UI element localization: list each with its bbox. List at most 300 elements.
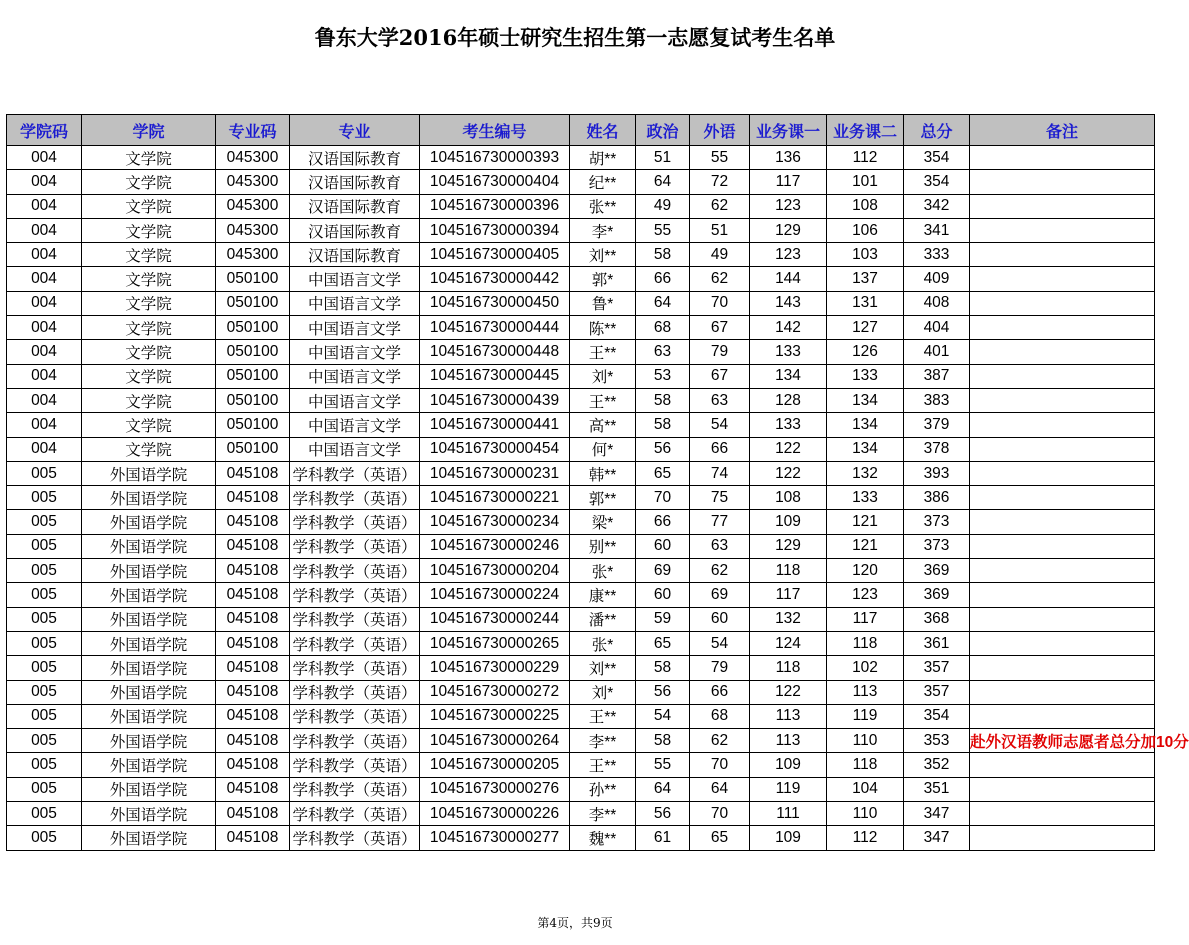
cell-total-score: 354 bbox=[904, 704, 970, 728]
table-row bbox=[7, 510, 1155, 534]
cell-total-score: 369 bbox=[904, 559, 970, 583]
cell-major-code: 045108 bbox=[216, 777, 290, 801]
cell-remarks bbox=[970, 680, 1155, 704]
cell-foreign-language: 70 bbox=[690, 802, 750, 826]
cell-college-code: 005 bbox=[7, 486, 82, 510]
cell-candidate-id: 104516730000234 bbox=[420, 510, 570, 534]
table-row bbox=[7, 704, 1155, 728]
cell-total-score: 347 bbox=[904, 802, 970, 826]
cell-subject-two: 132 bbox=[827, 461, 904, 485]
cell-major-code: 045108 bbox=[216, 583, 290, 607]
column-header-total-score: 总分 bbox=[904, 115, 970, 146]
cell-politics: 59 bbox=[636, 607, 690, 631]
cell-major: 学科教学（英语） bbox=[290, 729, 420, 753]
cell-politics: 49 bbox=[636, 194, 690, 218]
cell-subject-one: 122 bbox=[750, 437, 827, 461]
cell-name: 刘** bbox=[570, 243, 636, 267]
cell-major-code: 050100 bbox=[216, 291, 290, 315]
cell-remarks bbox=[970, 413, 1155, 437]
cell-subject-one: 118 bbox=[750, 656, 827, 680]
cell-subject-two: 108 bbox=[827, 194, 904, 218]
cell-subject-one: 109 bbox=[750, 753, 827, 777]
cell-major-code: 045108 bbox=[216, 753, 290, 777]
cell-remarks bbox=[970, 243, 1155, 267]
cell-foreign-language: 70 bbox=[690, 753, 750, 777]
cell-college-code: 005 bbox=[7, 607, 82, 631]
cell-name: 韩** bbox=[570, 461, 636, 485]
cell-major-code: 045300 bbox=[216, 194, 290, 218]
cell-candidate-id: 104516730000439 bbox=[420, 388, 570, 412]
cell-foreign-language: 77 bbox=[690, 510, 750, 534]
table-row bbox=[7, 413, 1155, 437]
cell-college-code: 004 bbox=[7, 413, 82, 437]
cell-politics: 65 bbox=[636, 631, 690, 655]
cell-politics: 60 bbox=[636, 534, 690, 558]
cell-name: 王** bbox=[570, 704, 636, 728]
cell-subject-one: 122 bbox=[750, 461, 827, 485]
cell-major: 汉语国际教育 bbox=[290, 218, 420, 242]
cell-subject-two: 134 bbox=[827, 413, 904, 437]
cell-college-code: 004 bbox=[7, 194, 82, 218]
cell-subject-two: 137 bbox=[827, 267, 904, 291]
cell-foreign-language: 65 bbox=[690, 826, 750, 850]
cell-foreign-language: 66 bbox=[690, 680, 750, 704]
cell-subject-one: 119 bbox=[750, 777, 827, 801]
cell-major-code: 045108 bbox=[216, 729, 290, 753]
table-row bbox=[7, 802, 1155, 826]
table-row bbox=[7, 437, 1155, 461]
cell-major-code: 050100 bbox=[216, 340, 290, 364]
cell-name: 王** bbox=[570, 388, 636, 412]
cell-total-score: 383 bbox=[904, 388, 970, 412]
table-row bbox=[7, 340, 1155, 364]
table-row bbox=[7, 364, 1155, 388]
cell-college: 外国语学院 bbox=[82, 777, 216, 801]
cell-total-score: 409 bbox=[904, 267, 970, 291]
column-header-major: 专业 bbox=[290, 115, 420, 146]
cell-college-code: 005 bbox=[7, 777, 82, 801]
cell-name: 李** bbox=[570, 802, 636, 826]
cell-major: 中国语言文学 bbox=[290, 388, 420, 412]
cell-candidate-id: 104516730000229 bbox=[420, 656, 570, 680]
cell-candidate-id: 104516730000404 bbox=[420, 170, 570, 194]
cell-politics: 55 bbox=[636, 218, 690, 242]
cell-foreign-language: 62 bbox=[690, 194, 750, 218]
cell-remarks bbox=[970, 559, 1155, 583]
table-row bbox=[7, 559, 1155, 583]
cell-subject-two: 120 bbox=[827, 559, 904, 583]
cell-foreign-language: 62 bbox=[690, 559, 750, 583]
cell-politics: 66 bbox=[636, 267, 690, 291]
cell-college: 文学院 bbox=[82, 364, 216, 388]
cell-major-code: 045108 bbox=[216, 826, 290, 850]
cell-candidate-id: 104516730000246 bbox=[420, 534, 570, 558]
cell-politics: 53 bbox=[636, 364, 690, 388]
cell-subject-one: 117 bbox=[750, 170, 827, 194]
cell-college-code: 004 bbox=[7, 388, 82, 412]
cell-subject-one: 111 bbox=[750, 802, 827, 826]
cell-total-score: 369 bbox=[904, 583, 970, 607]
cell-name: 孙** bbox=[570, 777, 636, 801]
cell-major-code: 045108 bbox=[216, 631, 290, 655]
cell-candidate-id: 104516730000277 bbox=[420, 826, 570, 850]
column-header-subject-two: 业务课二 bbox=[827, 115, 904, 146]
cell-politics: 61 bbox=[636, 826, 690, 850]
cell-college: 外国语学院 bbox=[82, 753, 216, 777]
cell-college-code: 005 bbox=[7, 802, 82, 826]
cell-name: 李** bbox=[570, 729, 636, 753]
cell-subject-one: 129 bbox=[750, 218, 827, 242]
cell-foreign-language: 63 bbox=[690, 388, 750, 412]
cell-total-score: 401 bbox=[904, 340, 970, 364]
cell-candidate-id: 104516730000226 bbox=[420, 802, 570, 826]
cell-major-code: 050100 bbox=[216, 388, 290, 412]
cell-foreign-language: 66 bbox=[690, 437, 750, 461]
table-row bbox=[7, 656, 1155, 680]
cell-college: 外国语学院 bbox=[82, 680, 216, 704]
cell-foreign-language: 64 bbox=[690, 777, 750, 801]
table-row bbox=[7, 486, 1155, 510]
table-row bbox=[7, 316, 1155, 340]
cell-subject-one: 113 bbox=[750, 704, 827, 728]
cell-subject-two: 123 bbox=[827, 583, 904, 607]
cell-foreign-language: 67 bbox=[690, 364, 750, 388]
cell-candidate-id: 104516730000272 bbox=[420, 680, 570, 704]
cell-college: 外国语学院 bbox=[82, 704, 216, 728]
cell-foreign-language: 67 bbox=[690, 316, 750, 340]
cell-total-score: 341 bbox=[904, 218, 970, 242]
cell-major: 学科教学（英语） bbox=[290, 583, 420, 607]
cell-foreign-language: 79 bbox=[690, 340, 750, 364]
cell-politics: 63 bbox=[636, 340, 690, 364]
cell-total-score: 408 bbox=[904, 291, 970, 315]
table-row bbox=[7, 170, 1155, 194]
candidate-table bbox=[6, 114, 1189, 851]
cell-college: 外国语学院 bbox=[82, 802, 216, 826]
cell-foreign-language: 72 bbox=[690, 170, 750, 194]
cell-major: 学科教学（英语） bbox=[290, 753, 420, 777]
cell-major: 汉语国际教育 bbox=[290, 146, 420, 170]
cell-subject-one: 118 bbox=[750, 559, 827, 583]
cell-name: 胡** bbox=[570, 146, 636, 170]
cell-politics: 58 bbox=[636, 729, 690, 753]
cell-name: 郭* bbox=[570, 267, 636, 291]
cell-remarks bbox=[970, 583, 1155, 607]
cell-subject-two: 110 bbox=[827, 729, 904, 753]
cell-total-score: 361 bbox=[904, 631, 970, 655]
cell-college-code: 005 bbox=[7, 510, 82, 534]
cell-college: 文学院 bbox=[82, 388, 216, 412]
table-row bbox=[7, 826, 1155, 850]
table-row bbox=[7, 218, 1155, 242]
cell-subject-two: 133 bbox=[827, 364, 904, 388]
cell-college: 文学院 bbox=[82, 170, 216, 194]
cell-major: 学科教学（英语） bbox=[290, 631, 420, 655]
cell-subject-two: 121 bbox=[827, 510, 904, 534]
cell-subject-two: 119 bbox=[827, 704, 904, 728]
cell-foreign-language: 79 bbox=[690, 656, 750, 680]
cell-college-code: 004 bbox=[7, 243, 82, 267]
cell-remarks bbox=[970, 388, 1155, 412]
cell-foreign-language: 54 bbox=[690, 631, 750, 655]
cell-college-code: 004 bbox=[7, 437, 82, 461]
cell-college-code: 005 bbox=[7, 704, 82, 728]
cell-total-score: 386 bbox=[904, 486, 970, 510]
cell-name: 李* bbox=[570, 218, 636, 242]
cell-subject-two: 118 bbox=[827, 631, 904, 655]
cell-major: 学科教学（英语） bbox=[290, 461, 420, 485]
table-row bbox=[7, 243, 1155, 267]
cell-college-code: 004 bbox=[7, 170, 82, 194]
cell-candidate-id: 104516730000221 bbox=[420, 486, 570, 510]
page-footer: 第4页，共9页 bbox=[537, 916, 613, 930]
cell-name: 王** bbox=[570, 340, 636, 364]
cell-candidate-id: 104516730000396 bbox=[420, 194, 570, 218]
cell-politics: 64 bbox=[636, 777, 690, 801]
cell-remarks: 赴外汉语教师志愿者总分加10分 bbox=[970, 729, 1155, 753]
table-row bbox=[7, 461, 1155, 485]
cell-major: 学科教学（英语） bbox=[290, 607, 420, 631]
cell-college: 文学院 bbox=[82, 291, 216, 315]
cell-remarks bbox=[970, 218, 1155, 242]
cell-candidate-id: 104516730000454 bbox=[420, 437, 570, 461]
cell-remarks bbox=[970, 631, 1155, 655]
cell-candidate-id: 104516730000204 bbox=[420, 559, 570, 583]
cell-subject-two: 101 bbox=[827, 170, 904, 194]
cell-subject-two: 131 bbox=[827, 291, 904, 315]
cell-total-score: 354 bbox=[904, 170, 970, 194]
cell-name: 康** bbox=[570, 583, 636, 607]
cell-total-score: 387 bbox=[904, 364, 970, 388]
cell-college: 外国语学院 bbox=[82, 461, 216, 485]
cell-major: 中国语言文学 bbox=[290, 437, 420, 461]
cell-major-code: 045300 bbox=[216, 170, 290, 194]
cell-major-code: 045108 bbox=[216, 802, 290, 826]
cell-college: 文学院 bbox=[82, 340, 216, 364]
cell-foreign-language: 62 bbox=[690, 729, 750, 753]
cell-politics: 56 bbox=[636, 802, 690, 826]
cell-name: 刘* bbox=[570, 680, 636, 704]
cell-candidate-id: 104516730000441 bbox=[420, 413, 570, 437]
cell-politics: 56 bbox=[636, 437, 690, 461]
cell-major: 汉语国际教育 bbox=[290, 243, 420, 267]
cell-subject-one: 142 bbox=[750, 316, 827, 340]
cell-candidate-id: 104516730000444 bbox=[420, 316, 570, 340]
table-row bbox=[7, 534, 1155, 558]
cell-subject-one: 108 bbox=[750, 486, 827, 510]
cell-college-code: 005 bbox=[7, 583, 82, 607]
cell-total-score: 342 bbox=[904, 194, 970, 218]
cell-remarks bbox=[970, 534, 1155, 558]
cell-total-score: 333 bbox=[904, 243, 970, 267]
cell-remarks bbox=[970, 802, 1155, 826]
cell-college-code: 004 bbox=[7, 340, 82, 364]
cell-remarks bbox=[970, 267, 1155, 291]
table-row bbox=[7, 146, 1155, 170]
column-header-college: 学院 bbox=[82, 115, 216, 146]
cell-college-code: 005 bbox=[7, 534, 82, 558]
cell-name: 何* bbox=[570, 437, 636, 461]
cell-total-score: 354 bbox=[904, 146, 970, 170]
cell-major-code: 045108 bbox=[216, 559, 290, 583]
cell-major: 学科教学（英语） bbox=[290, 704, 420, 728]
cell-foreign-language: 69 bbox=[690, 583, 750, 607]
page-title: 鲁东大学2016年硕士研究生招生第一志愿复试考生名单 bbox=[314, 25, 836, 50]
cell-foreign-language: 54 bbox=[690, 413, 750, 437]
cell-major: 学科教学（英语） bbox=[290, 680, 420, 704]
cell-name: 刘* bbox=[570, 364, 636, 388]
cell-college-code: 004 bbox=[7, 364, 82, 388]
table-row bbox=[7, 680, 1155, 704]
cell-subject-two: 102 bbox=[827, 656, 904, 680]
cell-college: 外国语学院 bbox=[82, 583, 216, 607]
cell-foreign-language: 62 bbox=[690, 267, 750, 291]
cell-college: 文学院 bbox=[82, 413, 216, 437]
cell-remarks bbox=[970, 194, 1155, 218]
cell-subject-two: 126 bbox=[827, 340, 904, 364]
cell-major: 学科教学（英语） bbox=[290, 826, 420, 850]
cell-politics: 54 bbox=[636, 704, 690, 728]
cell-college: 外国语学院 bbox=[82, 486, 216, 510]
cell-politics: 58 bbox=[636, 243, 690, 267]
cell-total-score: 352 bbox=[904, 753, 970, 777]
cell-name: 潘** bbox=[570, 607, 636, 631]
cell-subject-two: 133 bbox=[827, 486, 904, 510]
table-row bbox=[7, 583, 1155, 607]
cell-name: 陈** bbox=[570, 316, 636, 340]
cell-total-score: 357 bbox=[904, 680, 970, 704]
cell-name: 高** bbox=[570, 413, 636, 437]
cell-major-code: 050100 bbox=[216, 364, 290, 388]
cell-college-code: 005 bbox=[7, 729, 82, 753]
cell-total-score: 393 bbox=[904, 461, 970, 485]
cell-remarks bbox=[970, 486, 1155, 510]
cell-college: 外国语学院 bbox=[82, 510, 216, 534]
cell-college: 文学院 bbox=[82, 267, 216, 291]
column-header-candidate-id: 考生编号 bbox=[420, 115, 570, 146]
cell-politics: 60 bbox=[636, 583, 690, 607]
cell-candidate-id: 104516730000394 bbox=[420, 218, 570, 242]
cell-major-code: 050100 bbox=[216, 437, 290, 461]
cell-total-score: 368 bbox=[904, 607, 970, 631]
cell-major-code: 050100 bbox=[216, 316, 290, 340]
cell-college-code: 005 bbox=[7, 753, 82, 777]
cell-subject-one: 132 bbox=[750, 607, 827, 631]
cell-total-score: 404 bbox=[904, 316, 970, 340]
cell-college-code: 005 bbox=[7, 461, 82, 485]
cell-subject-two: 112 bbox=[827, 146, 904, 170]
cell-college: 外国语学院 bbox=[82, 534, 216, 558]
cell-remarks bbox=[970, 510, 1155, 534]
cell-major: 学科教学（英语） bbox=[290, 656, 420, 680]
cell-politics: 51 bbox=[636, 146, 690, 170]
cell-remarks bbox=[970, 146, 1155, 170]
cell-politics: 64 bbox=[636, 291, 690, 315]
cell-politics: 70 bbox=[636, 486, 690, 510]
cell-candidate-id: 104516730000225 bbox=[420, 704, 570, 728]
cell-major: 汉语国际教育 bbox=[290, 194, 420, 218]
cell-remarks bbox=[970, 753, 1155, 777]
cell-major-code: 045108 bbox=[216, 680, 290, 704]
column-header-subject-one: 业务课一 bbox=[750, 115, 827, 146]
cell-subject-two: 117 bbox=[827, 607, 904, 631]
cell-major: 学科教学（英语） bbox=[290, 534, 420, 558]
cell-subject-one: 128 bbox=[750, 388, 827, 412]
cell-major: 中国语言文学 bbox=[290, 413, 420, 437]
cell-major-code: 050100 bbox=[216, 413, 290, 437]
cell-major-code: 045108 bbox=[216, 534, 290, 558]
column-header-college-code: 学院码 bbox=[7, 115, 82, 146]
cell-candidate-id: 104516730000205 bbox=[420, 753, 570, 777]
cell-subject-one: 133 bbox=[750, 413, 827, 437]
cell-remarks bbox=[970, 461, 1155, 485]
cell-remarks bbox=[970, 316, 1155, 340]
cell-total-score: 347 bbox=[904, 826, 970, 850]
cell-politics: 65 bbox=[636, 461, 690, 485]
cell-college-code: 004 bbox=[7, 218, 82, 242]
cell-politics: 66 bbox=[636, 510, 690, 534]
cell-politics: 69 bbox=[636, 559, 690, 583]
column-header-remarks: 备注 bbox=[970, 115, 1155, 146]
table-row bbox=[7, 607, 1155, 631]
cell-major: 学科教学（英语） bbox=[290, 559, 420, 583]
cell-college: 文学院 bbox=[82, 218, 216, 242]
cell-college-code: 005 bbox=[7, 656, 82, 680]
cell-subject-two: 118 bbox=[827, 753, 904, 777]
cell-politics: 68 bbox=[636, 316, 690, 340]
cell-total-score: 378 bbox=[904, 437, 970, 461]
cell-subject-two: 110 bbox=[827, 802, 904, 826]
cell-foreign-language: 60 bbox=[690, 607, 750, 631]
cell-subject-two: 103 bbox=[827, 243, 904, 267]
cell-college: 文学院 bbox=[82, 243, 216, 267]
cell-major-code: 045300 bbox=[216, 218, 290, 242]
cell-foreign-language: 55 bbox=[690, 146, 750, 170]
cell-name: 张** bbox=[570, 194, 636, 218]
cell-major-code: 045108 bbox=[216, 461, 290, 485]
cell-name: 纪** bbox=[570, 170, 636, 194]
cell-candidate-id: 104516730000393 bbox=[420, 146, 570, 170]
cell-college: 文学院 bbox=[82, 316, 216, 340]
cell-candidate-id: 104516730000448 bbox=[420, 340, 570, 364]
table-row bbox=[7, 291, 1155, 315]
cell-subject-one: 129 bbox=[750, 534, 827, 558]
column-header-name: 姓名 bbox=[570, 115, 636, 146]
cell-remarks bbox=[970, 656, 1155, 680]
cell-college: 文学院 bbox=[82, 437, 216, 461]
cell-major: 学科教学（英语） bbox=[290, 802, 420, 826]
cell-major: 学科教学（英语） bbox=[290, 510, 420, 534]
cell-remarks bbox=[970, 340, 1155, 364]
cell-college-code: 004 bbox=[7, 316, 82, 340]
cell-politics: 58 bbox=[636, 388, 690, 412]
table-header-row bbox=[7, 115, 1155, 146]
cell-college: 外国语学院 bbox=[82, 607, 216, 631]
cell-candidate-id: 104516730000450 bbox=[420, 291, 570, 315]
cell-major-code: 045108 bbox=[216, 607, 290, 631]
cell-college-code: 005 bbox=[7, 631, 82, 655]
cell-remarks bbox=[970, 826, 1155, 850]
cell-candidate-id: 104516730000264 bbox=[420, 729, 570, 753]
cell-subject-two: 106 bbox=[827, 218, 904, 242]
cell-subject-one: 134 bbox=[750, 364, 827, 388]
cell-remarks bbox=[970, 364, 1155, 388]
table-body bbox=[7, 146, 1189, 851]
cell-politics: 55 bbox=[636, 753, 690, 777]
cell-college: 外国语学院 bbox=[82, 559, 216, 583]
cell-major: 学科教学（英语） bbox=[290, 777, 420, 801]
cell-name: 鲁* bbox=[570, 291, 636, 315]
